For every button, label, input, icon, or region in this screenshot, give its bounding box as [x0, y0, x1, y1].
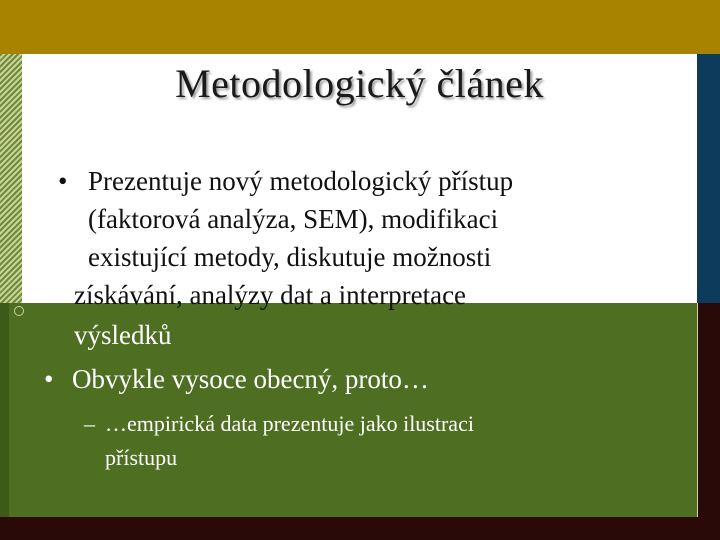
bullet-1-line-1: Prezentuje nový metodologický přístup — [88, 166, 514, 196]
bullet-1-line-4: získávání, analýzy dat a interpretace — [74, 280, 467, 310]
bullet-2-line-1: Obvykle vysoce obecný, proto… — [72, 364, 429, 394]
sub-bullet-line-1: …empirická data prezentuje jako ilustraci — [105, 411, 474, 436]
bullet-1-line-3: existující metody, diskutuje možnosti — [88, 242, 492, 272]
bullet-marker: • — [58, 166, 68, 196]
bullet-marker: • — [44, 364, 54, 394]
sub-bullet-marker: – — [84, 411, 95, 436]
bullet-1-line-5: výsledků — [74, 320, 172, 350]
sub-bullet-line-2: přístupu — [105, 445, 178, 470]
slide-title: Metodologický článek — [175, 61, 544, 106]
bullet-1-line-2: (faktorová analýza, SEM), modifikaci — [88, 204, 499, 234]
